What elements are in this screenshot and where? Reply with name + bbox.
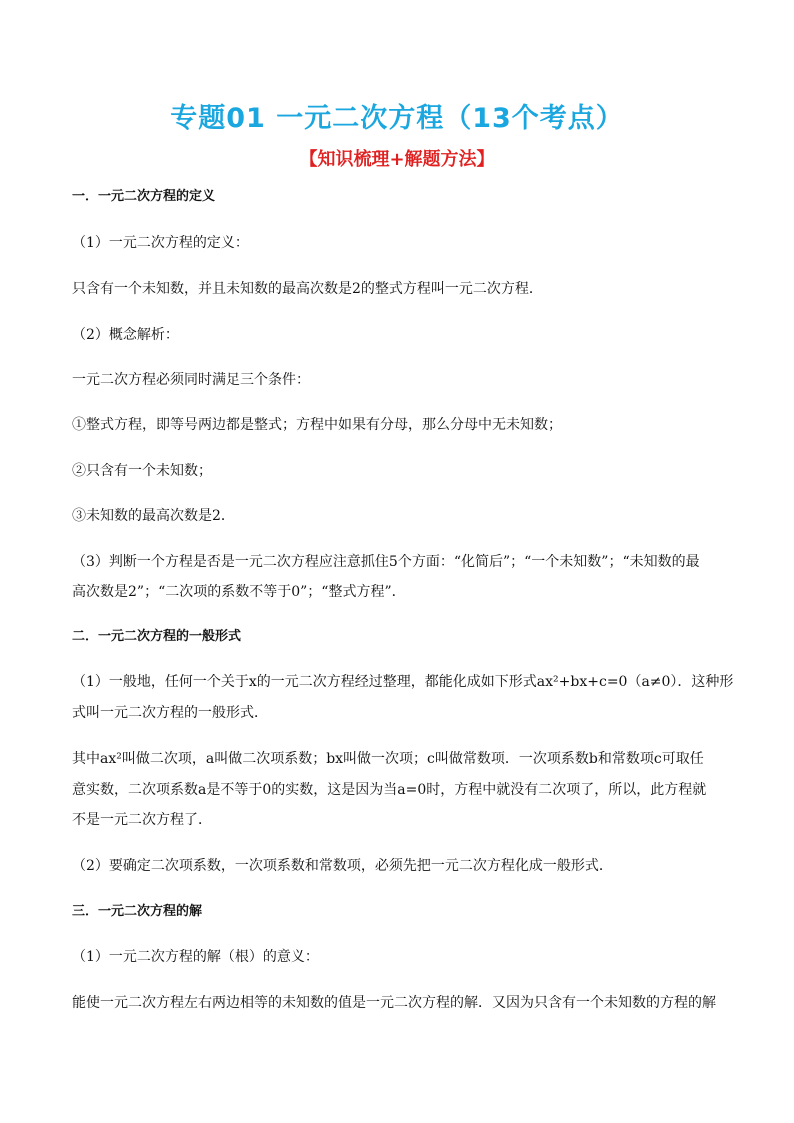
document-title: 专题01 一元二次方程（13个考点） [170,103,624,134]
paragraph-line: （1）一元二次方程的定义： [72,235,249,251]
paragraph-line: 不是一元二次方程了． [72,812,212,828]
paragraph-line: 其中ax²叫做二次项，a叫做二次项系数；bx叫做一次项；c叫做常数项．一次项系数b和常数项c可取任 [72,751,704,767]
paragraph-line: 高次数是2”；“二次项的系数不等于0”；“整式方程”． [72,584,406,600]
paragraph-line: ②只含有一个未知数； [72,463,212,479]
paragraph-line: 式叫一元二次方程的一般形式． [72,705,268,721]
paragraph-line: ③未知数的最高次数是2． [72,508,235,524]
paragraph-line: 能使一元二次方程左右两边相等的未知数的值是一元二次方程的解．又因为只含有一个未知数的方程的解 [72,995,716,1011]
section-heading-3: 三．一元二次方程的解 [72,904,203,919]
paragraph-line: 只含有一个未知数，并且未知数的最高次数是2的整式方程叫一元二次方程． [72,281,543,297]
paragraph-line: （1）一元二次方程的解（根）的意义： [72,949,319,965]
paragraph-line: 意实数，二次项系数a是不等于0的实数，这是因为当a=0时，方程中就没有二次项了，所以，此方程就 [72,782,707,798]
document-subtitle: 【知识梳理+解题方法】 [299,149,495,170]
paragraph-line: （2）要确定二次项系数，一次项系数和常数项，必须先把一元二次方程化成一般形式． [72,858,613,874]
paragraph-line: （2）概念解析： [72,327,179,343]
paragraph-line: 一元二次方程必须同时满足三个条件： [72,372,310,388]
paragraph-line: （1）一般地，任何一个关于x的一元二次方程经过整理，都能化成如下形式ax²+bx+c=0（a≠0）．这种形 [72,674,734,690]
paragraph-line: ①整式方程，即等号两边都是整式；方程中如果有分母，那么分母中无未知数； [72,417,562,433]
section-heading-2: 二．一元二次方程的一般形式 [72,629,242,644]
paragraph-line: （3）判断一个方程是否是一元二次方程应注意抓住5个方面：“化简后”；“一个未知数”；“未知数的最 [72,554,700,570]
section-heading-1: 一．一元二次方程的定义 [72,189,216,204]
